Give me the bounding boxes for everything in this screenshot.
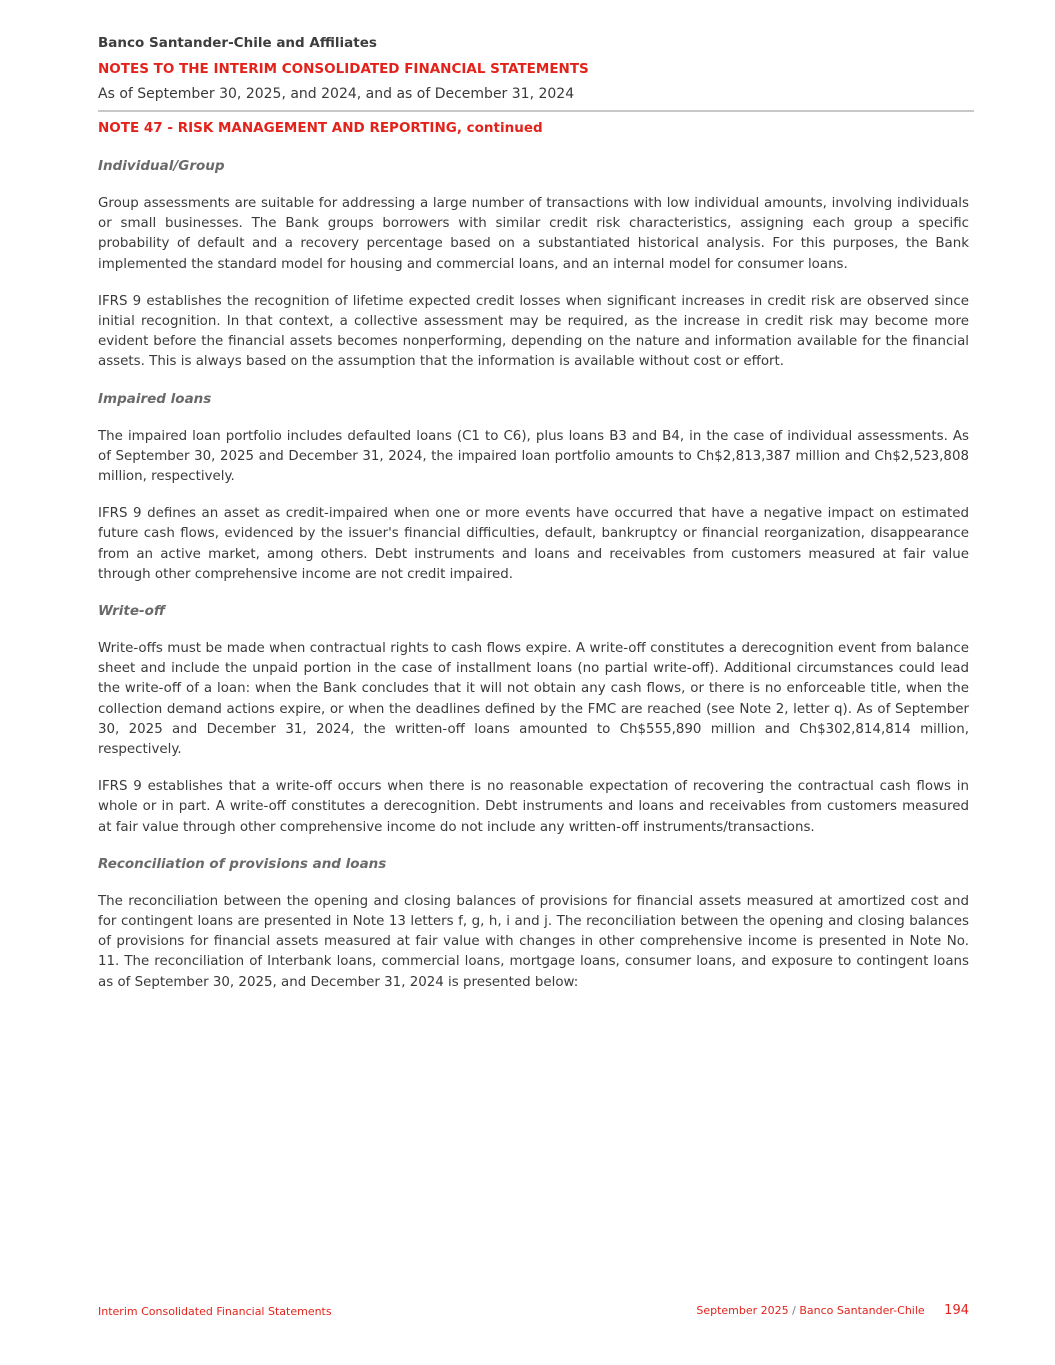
- company-name: Banco Santander-Chile and Affiliates: [98, 35, 377, 51]
- page-header: [98, 34, 974, 103]
- header-divider: [98, 110, 974, 112]
- document-body: [98, 119, 969, 1010]
- note-heading: NOTE 47 - RISK MANAGEMENT AND REPORTING, continued: [98, 120, 543, 136]
- footer-date: September 2025: [696, 1304, 789, 1317]
- paragraph: IFRS 9 establishes that a write-off occurs when there is no reasonable expectation of recovering the contractual cash flows in whole or in part. A write-off constitutes a derecognition. Debt instruments and loans and receivables from customers measured at fair value through other comprehensive income do not include any written-off instruments/transactions.: [98, 779, 969, 835]
- paragraph: IFRS 9 defines an asset as credit-impaired when one or more events have occurred that have a negative impact on estimated future cash flows, evidenced by the issuer's financial difficulties, default, bankruptcy or financial reorganization, disappearance from an active market, among others. Debt instruments and loans and receivables from customers measured at fair value through other comprehensive income are not credit impaired.: [98, 506, 969, 582]
- footer-document-title: Interim Consolidated Financial Statements: [98, 1305, 332, 1318]
- notes-title: NOTES TO THE INTERIM CONSOLIDATED FINANCIAL STATEMENTS: [98, 61, 589, 77]
- paragraph: The reconciliation between the opening and closing balances of provisions for financial assets measured at amortized cost and for contingent loans are presented in Note 13 letters f, g, h, i and j. The reconciliation between the opening and closing balances of provisions for financial assets measured at fair value with changes in other comprehensive income is presented in Note No. 11. The reconciliation of Interbank loans, commercial loans, mortgage loans, consumer loans, and exposure to contingent loans as of September 30, 2025, and December 31, 2024 is presented below:: [98, 893, 969, 990]
- section-heading-reconciliation: Reconciliation of provisions and loans: [98, 855, 387, 872]
- section-heading-write-off: Write-off: [98, 603, 166, 620]
- footer-right: [696, 1303, 969, 1319]
- paragraph: The impaired loan portfolio includes defaulted loans (C1 to C6), plus loans B3 and B4, in the case of individual assessments. As of September 30, 2025 and December 31, 2024, the impaired loan portfolio amounts to Ch$2,813,387 million and Ch$2,523,808 million, respectively.: [98, 428, 969, 485]
- section-heading-individual-group: Individual/Group: [98, 158, 225, 174]
- paragraph: IFRS 9 establishes the recognition of lifetime expected credit losses when significant increases in credit risk are observed since initial recognition. In that context, a collective assessment may be required, as the increase in credit risk may become more evident before the financial assets becomes nonperforming, depending on the nature and information available for the financial assets. This is always based on the assumption that the information is available without cost or effort.: [98, 293, 969, 370]
- footer-separator: /: [788, 1304, 800, 1317]
- footer-bank-name: Banco Santander-Chile: [799, 1304, 925, 1317]
- section-heading-impaired-loans: Impaired loans: [98, 390, 212, 407]
- page-number: 194: [944, 1303, 969, 1318]
- paragraph: Write-offs must be made when contractual rights to cash flows expire. A write-off constitutes a derecognition event from balance sheet and include the unpaid portion in the case of installment loans (no partial write-off). Additional circumstances could lead the write-off of a loan: when the Bank concludes that it will not obtain any cash flows, or there is no enforceable title, when the collection demand actions expire, or when the deadlines defined by the FMC are reached (see Note 2, letter q). As of September 30, 2025 and December 31, 2024, the written-off loans amounted to Ch$555,890 million and Ch$302,814,814 million, respectively.: [98, 641, 969, 758]
- paragraph: Group assessments are suitable for addressing a large number of transactions with low individual amounts, involving individuals or small businesses. The Bank groups borrowers with similar credit risk characteristics, assigning each group a specific probability of default and a recovery percentage based on a substantiated historical analysis. For this purposes, the Bank implemented the standard model for housing and commercial loans, and an internal model for consumer loans.: [98, 196, 969, 272]
- reporting-period: As of September 30, 2025, and 2024, and as of December 31, 2024: [98, 86, 575, 102]
